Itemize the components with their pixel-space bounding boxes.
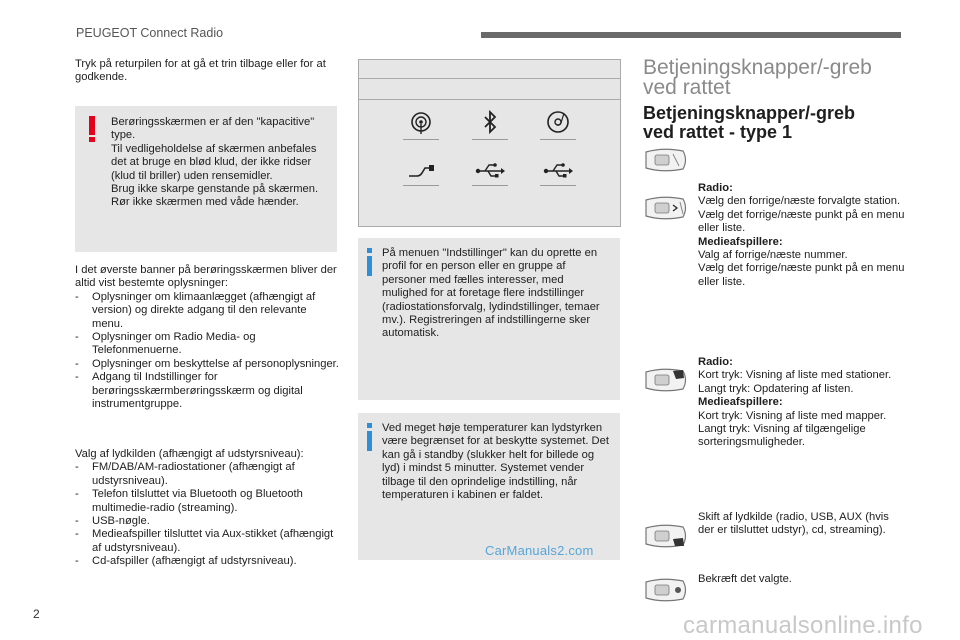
page-number: 2 <box>33 607 40 621</box>
control-text: Vælg den forrige/næste forvalgte station. Vælg det forrige/næste punkt på en menu eller liste. <box>698 195 905 235</box>
steering-control-icon <box>643 146 689 174</box>
control-label: Radio: <box>698 182 733 194</box>
control-description: Skift af lydkilde (radio, USB, AUX (hvis der er tilsluttet udstyr), cd, streaming). <box>698 511 889 537</box>
list-item: - Adgang til Indstillinger for berøringsskærmberøringsskærm og digital instrumentgruppe. <box>75 371 303 411</box>
info-box-settings <box>358 238 620 400</box>
touchscreen-illustration <box>358 59 621 227</box>
control-description <box>698 356 908 450</box>
page-header-title: PEUGEOT Connect Radio <box>76 26 224 40</box>
control-description <box>698 182 908 289</box>
bluetooth-icon <box>472 108 508 138</box>
banner-info <box>75 264 340 411</box>
list-item: - Cd-afspiller (afhængigt af udstyrsniveau). <box>75 555 297 568</box>
steering-control-icon <box>643 366 689 394</box>
control-text: Valg af forrige/næste nummer. Vælg det forrige/næste punkt på en menu eller liste. <box>698 249 905 288</box>
control-text: Kort tryk: Visning af liste med stationer. Langt tryk: Opdatering af listen. <box>698 369 892 395</box>
warning-box <box>75 106 337 252</box>
banner-lead: I det øverste banner på berøringsskærmen bliver der altid vist bestemte oplysninger: <box>75 264 337 290</box>
steering-control-icon <box>643 576 689 604</box>
list-item: - Oplysninger om Radio Media- og Telefonmenuerne. <box>75 331 256 357</box>
source-selection <box>75 448 340 569</box>
info-icon <box>365 248 375 276</box>
list-item: - Medieafspiller tilsluttet via Aux-stikket (afhængigt af udstyrsniveau). <box>75 528 334 554</box>
section-title: Betjeningsknapper/-greb ved rattet <box>643 56 872 99</box>
info-box-temperature <box>358 413 620 560</box>
aux-cable-icon <box>403 156 439 186</box>
radio-source-icon <box>403 108 439 138</box>
warning-line: Brug ikke skarpe genstande på skærmen. <box>111 183 319 196</box>
list-item: - Telefon tilsluttet via Bluetooth og Bluetooth multimedie-radio (streaming). <box>75 488 303 514</box>
steering-control-icon <box>643 522 689 550</box>
usb-icon <box>540 156 576 186</box>
warning-line: Til vedligeholdelse af skærmen anbefales det at bruge en blød klud, der ikke ridser (klud til briller) uden rensemidler. <box>111 142 317 182</box>
control-description: Bekræft det valgte. <box>698 573 792 585</box>
sub-title: Betjeningsknapper/-greb ved rattet - type 1 <box>643 103 856 142</box>
cd-icon <box>540 108 576 138</box>
info-text: Ved meget høje temperaturer kan lydstyrken være begrænset for at beskytte systemet. Det kan gå i standby (slukker helt for billede og lyd) i mindst 5 minutter. Systemet vender tilbage til den oprindelige indstilling, når temperaturen i kabinen er faldet. <box>382 422 609 502</box>
usb-icon <box>472 156 508 186</box>
warning-line: Berøringsskærmen er af den "kapacitive" type. <box>111 116 315 142</box>
list-item: - Oplysninger om klimaanlægget (afhængigt af version) og direkte adgang til den relevante menu. <box>75 290 316 330</box>
intro-text: Tryk på returpilen for at gå et trin tilbage eller for at godkende. <box>75 58 326 84</box>
list-item: - FM/DAB/AM-radiostationer (afhængigt af udstyrsniveau). <box>75 461 295 487</box>
list-item: - Oplysninger om beskyttelse af personoplysninger. <box>75 357 339 370</box>
footer-watermark: carmanualsonline.info <box>683 612 923 639</box>
header-bar <box>481 32 901 38</box>
control-text: Kort tryk: Visning af liste med mapper. Langt tryk: Visning af tilgængelige sorteringsmuligheder. <box>698 409 887 449</box>
site-watermark: CarManuals2.com <box>485 543 594 558</box>
warning-line: Rør ikke skærmen med våde hænder. <box>111 196 299 209</box>
info-text: På menuen "Indstillinger" kan du oprette en profil for en person eller en gruppe af personer med fælles interesser, med mulighed for at foretage flere indstillinger (radiostationsforvalg, lydindstillinger, temaer mv.). Registreringen af indstillingerne sker automatisk. <box>382 247 600 340</box>
control-label: Medieafspillere: <box>698 235 783 248</box>
control-label: Medieafspillere: <box>698 396 783 409</box>
list-item: - USB-nøgle. <box>75 515 150 528</box>
warning-icon <box>88 116 96 142</box>
info-icon <box>365 423 375 451</box>
control-label: Radio: <box>698 356 733 368</box>
sources-lead: Valg af lydkilden (afhængigt af udstyrsniveau): <box>75 448 304 460</box>
steering-control-icon <box>643 194 689 222</box>
